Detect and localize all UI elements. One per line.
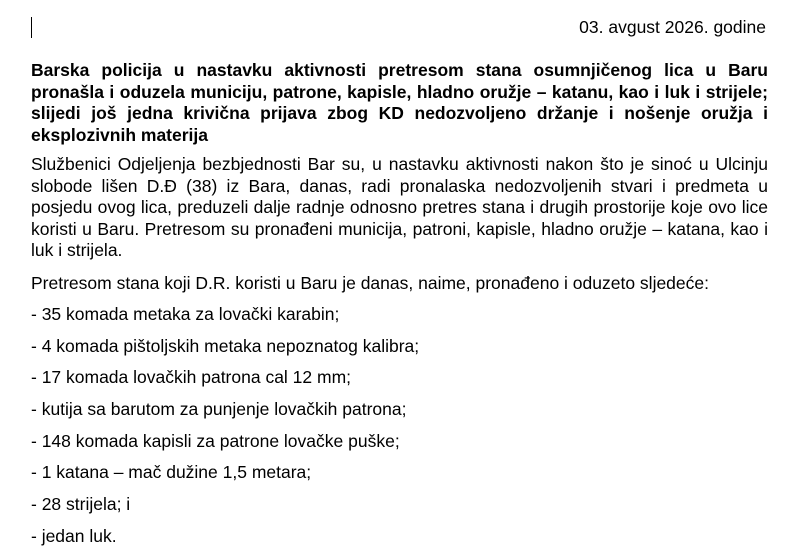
list-item: - kutija sa barutom za punjenje lovačkih patrona; xyxy=(31,399,407,420)
list-item: - 148 komada kapisli za patrone lovačke puške; xyxy=(31,430,400,451)
list-item: - 4 komada pištoljskih metaka nepoznatog kalibra; xyxy=(31,335,420,356)
document-date: 03. avgust 2026. godine xyxy=(579,17,766,37)
list-item: - 28 strijela; i xyxy=(31,494,131,515)
list-item: - 35 komada metaka za lovački karabin; xyxy=(31,304,340,324)
list-item: - 17 komada lovačkih patrona cal 12 mm; xyxy=(31,367,352,388)
seized-items-list xyxy=(31,303,419,557)
document-intro: Pretresom stana koji D.R. koristi u Baru je danas, naime, pronađeno i oduzeto sljedeće: xyxy=(31,273,709,293)
list-item: - 1 katana – mač dužine 1,5 metara; xyxy=(31,462,312,483)
list-item: - jedan luk. xyxy=(31,525,117,546)
text-cursor xyxy=(31,17,32,38)
document-title: Barska policija u nastavku aktivnosti pretresom stana osumnjičenog lica u Baru pronašla i oduzela municiju, patrone, kapisle, hladno oružje – katanu, kao i luk i strijele; slijedi još jedna krivična prijava zbog KD nedozvoljeno držanje i nošenje oružja i eksplozivnih materija xyxy=(31,60,768,145)
document-paragraph: Službenici Odjeljenja bezbjednosti Bar su, u nastavku aktivnosti nakon što je sinoć u Ulcinju slobode lišen D.Đ (38) iz Bara, danas, radi pronalaska nedozvoljenih stvari i predmeta u posjedu ovog lica, preduzeli dalje radnje odnosno pretres stana i drugih prostorije koje ovo lice koristi u Baru. Pretresom su pronađeni municija, patroni, kapisle, hladno oružje – katana, kao i luk i strijela. xyxy=(31,154,768,260)
